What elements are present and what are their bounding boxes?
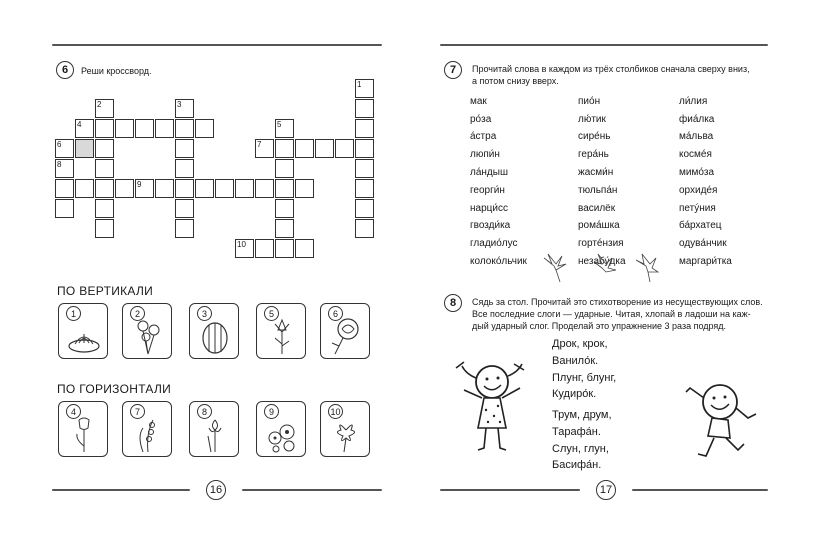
clue-number-6: 6 xyxy=(57,140,62,149)
crossword-cell[interactable] xyxy=(235,179,254,198)
clue-number-8: 8 xyxy=(57,160,62,169)
flower-word: гера́нь xyxy=(578,149,609,160)
horizontal-card-10 xyxy=(320,401,370,457)
flower-word: мак xyxy=(470,96,487,107)
crossword-cell[interactable] xyxy=(175,139,194,158)
water-lily-icon xyxy=(67,316,101,356)
cornflower-icon xyxy=(265,316,299,356)
task-8-line2: Все последние слоги — ударные. Читая, хлопай в ладоши на каж- xyxy=(472,309,751,319)
flower-word: одува́нчик xyxy=(679,238,727,249)
clapping-girl-icon xyxy=(452,358,532,458)
crossword-cell[interactable] xyxy=(255,179,274,198)
task-6-number: 6 xyxy=(56,61,74,79)
crossword-cell[interactable] xyxy=(115,119,134,138)
card-number: 4 xyxy=(66,404,81,419)
flower-word: незабу́дка xyxy=(578,256,626,267)
flower-word: лю́тик xyxy=(578,114,606,125)
card-number: 1 xyxy=(66,306,81,321)
task-7-number: 7 xyxy=(444,61,462,79)
card-number: 8 xyxy=(197,404,212,419)
flower-word: нарци́сс xyxy=(470,203,508,214)
crossword-cell[interactable] xyxy=(315,139,334,158)
clue-number-10: 10 xyxy=(237,240,246,249)
vertical-card-2 xyxy=(122,303,172,359)
card-number: 9 xyxy=(264,404,279,419)
crossword-cell[interactable] xyxy=(75,179,94,198)
crossword-cell[interactable] xyxy=(95,179,114,198)
flower-word: сире́нь xyxy=(578,131,611,142)
crossword-cell[interactable] xyxy=(95,159,114,178)
top-divider-left xyxy=(52,44,382,46)
flower-word: орхидéя xyxy=(679,185,718,196)
flower-word: фиа́лка xyxy=(679,114,715,125)
heading-vertical: ПО ВЕРТИКАЛИ xyxy=(57,284,154,298)
clue-number-4: 4 xyxy=(77,120,82,129)
flower-word: а́стра xyxy=(470,131,497,142)
horizontal-card-8 xyxy=(189,401,239,457)
card-number: 5 xyxy=(264,306,279,321)
crossword-cell[interactable] xyxy=(195,179,214,198)
task-7-line2: а потом снизу вверх. xyxy=(472,76,559,86)
crossword-cell[interactable] xyxy=(135,119,154,138)
clue-number-7: 7 xyxy=(257,140,262,149)
crossword-cell[interactable] xyxy=(355,99,374,118)
vertical-card-3 xyxy=(189,303,239,359)
top-divider-right xyxy=(440,44,768,46)
flower-word: люпи́н xyxy=(470,149,500,160)
horizontal-card-7 xyxy=(122,401,172,457)
iris-icon xyxy=(198,414,232,454)
flower-word: ла́ндыш xyxy=(470,167,508,178)
clue-number-9: 9 xyxy=(137,180,142,189)
poem-line: Плунг, блунг, xyxy=(552,372,617,384)
vertical-card-6 xyxy=(320,303,370,359)
crossword-cell[interactable] xyxy=(175,119,194,138)
poem-line: Ванило́к. xyxy=(552,355,599,367)
flower-word: гладио́лус xyxy=(470,238,518,249)
flower-word: пио́н xyxy=(578,96,601,107)
task-6-text: Реши кроссворд. xyxy=(81,66,152,76)
flower-word: гвозди́ка xyxy=(470,220,511,231)
poem-line: Басифа́н. xyxy=(552,459,602,471)
crossword-cell[interactable] xyxy=(295,139,314,158)
poem-line: Тарафа́н. xyxy=(552,426,601,438)
clue-number-2: 2 xyxy=(97,100,102,109)
crossword-cell[interactable] xyxy=(215,179,234,198)
crossword-cell[interactable] xyxy=(195,119,214,138)
card-number: 3 xyxy=(197,306,212,321)
page-number-right: 17 xyxy=(596,480,616,500)
crossword-cell[interactable] xyxy=(275,159,294,178)
crossword-cell[interactable] xyxy=(175,219,194,238)
task-8-number: 8 xyxy=(444,294,462,312)
heading-horizontal: ПО ГОРИЗОНТАЛИ xyxy=(57,382,172,396)
flower-cluster-icon xyxy=(265,414,299,454)
task-8-line1: Сядь за стол. Прочитай это стихотворение из несуществующих слов. xyxy=(472,297,763,307)
card-number: 6 xyxy=(328,306,343,321)
crossword-cell[interactable] xyxy=(55,199,74,218)
bottom-divider-right-b xyxy=(632,489,768,491)
bottom-divider-left-b xyxy=(242,489,382,491)
crossword-cell[interactable] xyxy=(175,179,194,198)
poem-line: Дрок, крок, xyxy=(552,338,608,350)
horizontal-card-4 xyxy=(58,401,108,457)
crossword-cell[interactable] xyxy=(355,119,374,138)
flower-word: колоко́льчик xyxy=(470,256,527,267)
flower-bouquet-icon xyxy=(131,316,165,356)
crossword-cell[interactable] xyxy=(95,219,114,238)
poem-line: Кудиро́к. xyxy=(552,388,597,400)
horizontal-card-9 xyxy=(256,401,306,457)
crossword-cell[interactable] xyxy=(355,179,374,198)
crossword-cell[interactable] xyxy=(155,119,174,138)
crossword-cell[interactable] xyxy=(275,199,294,218)
cactus-icon xyxy=(198,316,232,356)
vertical-card-1 xyxy=(58,303,108,359)
vertical-card-5 xyxy=(256,303,306,359)
flower-word: рома́шка xyxy=(578,220,620,231)
crossword-cell[interactable] xyxy=(75,139,94,158)
crossword-cell[interactable] xyxy=(95,199,114,218)
crossword-cell[interactable] xyxy=(295,179,314,198)
flower-word: мимо́за xyxy=(679,167,715,178)
flower-word: маргари́тка xyxy=(679,256,732,267)
crossword-cell[interactable] xyxy=(95,119,114,138)
card-number: 7 xyxy=(130,404,145,419)
crossword-cell[interactable] xyxy=(275,139,294,158)
flower-word: жасми́н xyxy=(578,167,614,178)
tulip-icon xyxy=(67,414,101,454)
crossword-cell[interactable] xyxy=(355,199,374,218)
dancing-boy-icon xyxy=(684,378,764,470)
crossword-cell[interactable] xyxy=(95,139,114,158)
crossword-cell[interactable] xyxy=(155,179,174,198)
card-number: 10 xyxy=(328,404,343,419)
crossword-cell[interactable] xyxy=(175,159,194,178)
flower-word: петýния xyxy=(679,203,716,214)
crossword-cell[interactable] xyxy=(275,219,294,238)
peony-icon xyxy=(329,316,363,356)
clue-number-5: 5 xyxy=(277,120,282,129)
bottom-divider-left-a xyxy=(52,489,190,491)
task-7-line1: Прочитай слова в каждом из трёх столбиков сначала сверху вниз, xyxy=(472,64,750,74)
crossword-cell[interactable] xyxy=(335,139,354,158)
lily-sketch-icon xyxy=(536,252,660,284)
flower-word: ро́за xyxy=(470,114,492,125)
flower-word: гортéнзия xyxy=(578,238,624,249)
crossword-cell[interactable] xyxy=(115,179,134,198)
clue-number-3: 3 xyxy=(177,100,182,109)
crossword-cell[interactable] xyxy=(295,239,314,258)
lily-of-the-valley-icon xyxy=(131,414,165,454)
flower-word: василёк xyxy=(578,203,616,214)
crossword-cell[interactable] xyxy=(275,179,294,198)
clue-number-1: 1 xyxy=(357,80,362,89)
crossword-cell[interactable] xyxy=(355,159,374,178)
flower-word: тюльпа́н xyxy=(578,185,618,196)
poem-line: Слун, глун, xyxy=(552,443,609,455)
poem-line: Трум, друм, xyxy=(552,409,612,421)
crossword-cell[interactable] xyxy=(255,239,274,258)
flower-word: ба́рхатец xyxy=(679,220,722,231)
crossword-cell[interactable] xyxy=(55,179,74,198)
crossword-cell[interactable] xyxy=(275,239,294,258)
flower-word: ма́льва xyxy=(679,131,714,142)
crossword-cell[interactable] xyxy=(355,139,374,158)
pansy-icon xyxy=(329,414,363,454)
crossword-cell[interactable] xyxy=(175,199,194,218)
crossword-cell[interactable] xyxy=(355,219,374,238)
flower-word: ли́лия xyxy=(679,96,708,107)
flower-word: космéя xyxy=(679,149,712,160)
task-8-line3: дый ударный слог. Проделай это упражнение 3 раза подряд. xyxy=(472,321,727,331)
bottom-divider-right-a xyxy=(440,489,580,491)
card-number: 2 xyxy=(130,306,145,321)
page-number-left: 16 xyxy=(206,480,226,500)
flower-word: георги́н xyxy=(470,185,505,196)
